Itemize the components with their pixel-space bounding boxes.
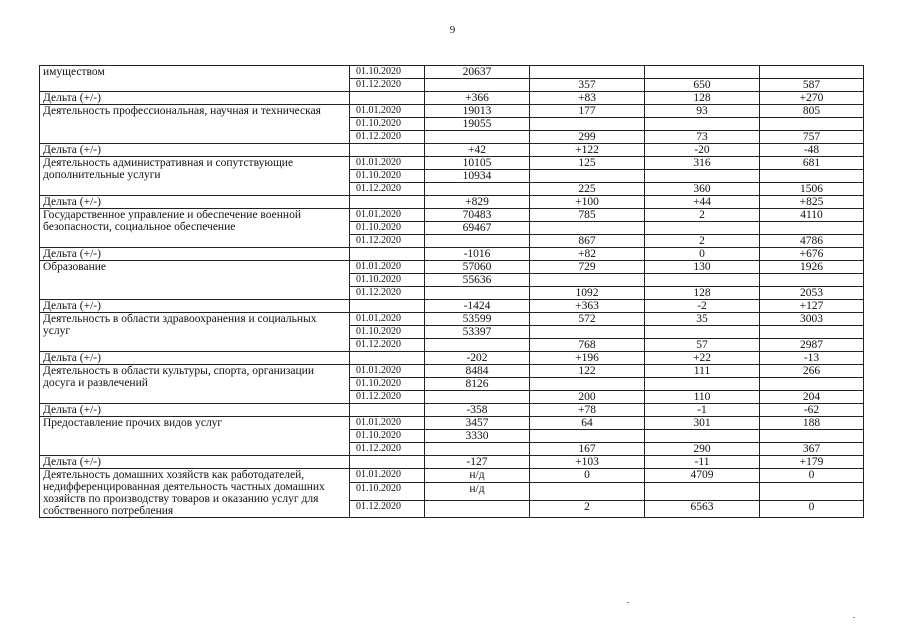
value-cell: 4709 — [645, 469, 760, 483]
delta-value: +825 — [760, 196, 864, 209]
value-cell: 53599 — [425, 313, 530, 326]
value-cell — [760, 378, 864, 391]
value-cell: 128 — [645, 287, 760, 300]
statistics-table — [39, 65, 864, 518]
value-cell: 64 — [530, 417, 645, 430]
value-cell — [645, 222, 760, 235]
table-row — [40, 209, 864, 222]
table-row — [40, 417, 864, 430]
delta-label: Дельта (+/-) — [40, 196, 350, 209]
value-cell — [530, 274, 645, 287]
value-cell: 130 — [645, 261, 760, 274]
value-cell: 73 — [645, 131, 760, 144]
delta-value: -13 — [760, 352, 864, 365]
value-cell: н/д — [425, 483, 530, 500]
table-row — [40, 313, 864, 326]
value-cell — [530, 378, 645, 391]
value-cell: 867 — [530, 235, 645, 248]
value-cell: 69467 — [425, 222, 530, 235]
value-cell — [645, 66, 760, 79]
delta-value: +44 — [645, 196, 760, 209]
table-row — [40, 469, 864, 483]
value-cell: 4786 — [760, 235, 864, 248]
delta-value: -358 — [425, 404, 530, 417]
date-cell: 01.10.2020 — [350, 118, 425, 131]
value-cell — [760, 274, 864, 287]
value-cell: 125 — [530, 157, 645, 170]
value-cell — [645, 274, 760, 287]
value-cell: н/д — [425, 469, 530, 483]
value-cell — [760, 326, 864, 339]
value-cell — [425, 79, 530, 92]
value-cell: 2 — [645, 209, 760, 222]
delta-row — [40, 352, 864, 365]
delta-value: +100 — [530, 196, 645, 209]
value-cell — [645, 118, 760, 131]
value-cell: 8484 — [425, 365, 530, 378]
value-cell: 10105 — [425, 157, 530, 170]
value-cell: 266 — [760, 365, 864, 378]
delta-label: Дельта (+/-) — [40, 404, 350, 417]
row-label: Деятельность профессиональная, научная и техническая — [40, 105, 350, 144]
value-cell — [530, 430, 645, 443]
date-cell — [350, 196, 425, 209]
date-cell — [350, 248, 425, 261]
scan-mark — [627, 602, 629, 603]
delta-value: -1 — [645, 404, 760, 417]
value-cell — [530, 66, 645, 79]
row-label: Деятельность в области здравоохранения и социальных услуг — [40, 313, 350, 352]
value-cell: 650 — [645, 79, 760, 92]
date-cell: 01.01.2020 — [350, 105, 425, 118]
value-cell — [425, 287, 530, 300]
delta-value: -2 — [645, 300, 760, 313]
value-cell: 188 — [760, 417, 864, 430]
delta-row — [40, 92, 864, 105]
value-cell — [425, 391, 530, 404]
value-cell: 200 — [530, 391, 645, 404]
value-cell: 93 — [645, 105, 760, 118]
date-cell: 01.12.2020 — [350, 443, 425, 456]
value-cell: 4110 — [760, 209, 864, 222]
table-row — [40, 261, 864, 274]
value-cell: 0 — [760, 500, 864, 517]
delta-value: +78 — [530, 404, 645, 417]
date-cell: 01.12.2020 — [350, 235, 425, 248]
date-cell — [350, 300, 425, 313]
page-number: 9 — [449, 24, 456, 36]
delta-value: 0 — [645, 248, 760, 261]
delta-label: Дельта (+/-) — [40, 352, 350, 365]
value-cell: 20637 — [425, 66, 530, 79]
value-cell: 768 — [530, 339, 645, 352]
date-cell: 01.10.2020 — [350, 326, 425, 339]
value-cell: 757 — [760, 131, 864, 144]
value-cell: 0 — [530, 469, 645, 483]
date-cell — [350, 144, 425, 157]
value-cell — [645, 170, 760, 183]
date-cell — [350, 456, 425, 469]
row-label: Деятельность в области культуры, спорта, организации досуга и развлечений — [40, 365, 350, 404]
date-cell: 01.10.2020 — [350, 66, 425, 79]
delta-value: -20 — [645, 144, 760, 157]
delta-value: -48 — [760, 144, 864, 157]
date-cell: 01.01.2020 — [350, 417, 425, 430]
delta-value: +363 — [530, 300, 645, 313]
table-row — [40, 66, 864, 79]
value-cell — [425, 500, 530, 517]
value-cell — [760, 222, 864, 235]
value-cell: 2 — [530, 500, 645, 517]
value-cell: 290 — [645, 443, 760, 456]
delta-value: +676 — [760, 248, 864, 261]
delta-value: +179 — [760, 456, 864, 469]
date-cell: 01.10.2020 — [350, 170, 425, 183]
value-cell: 299 — [530, 131, 645, 144]
date-cell: 01.10.2020 — [350, 274, 425, 287]
value-cell: 19055 — [425, 118, 530, 131]
date-cell: 01.12.2020 — [350, 500, 425, 517]
row-label: Государственное управление и обеспечение военной безопасности, социальное обеспечение — [40, 209, 350, 248]
date-cell — [350, 404, 425, 417]
value-cell: 1926 — [760, 261, 864, 274]
value-cell — [760, 66, 864, 79]
scan-mark — [853, 617, 855, 618]
row-label: Образование — [40, 261, 350, 300]
value-cell: 1092 — [530, 287, 645, 300]
value-cell: 2987 — [760, 339, 864, 352]
delta-value: +366 — [425, 92, 530, 105]
value-cell: 225 — [530, 183, 645, 196]
date-cell: 01.12.2020 — [350, 339, 425, 352]
date-cell: 01.10.2020 — [350, 222, 425, 235]
value-cell — [530, 222, 645, 235]
delta-row — [40, 300, 864, 313]
date-cell — [350, 92, 425, 105]
value-cell: 805 — [760, 105, 864, 118]
value-cell — [425, 443, 530, 456]
delta-label: Дельта (+/-) — [40, 300, 350, 313]
value-cell: 53397 — [425, 326, 530, 339]
row-label: имуществом — [40, 66, 350, 92]
date-cell: 01.12.2020 — [350, 131, 425, 144]
delta-value: -1016 — [425, 248, 530, 261]
delta-value: -1424 — [425, 300, 530, 313]
value-cell: 681 — [760, 157, 864, 170]
table-row — [40, 365, 864, 378]
value-cell: 2 — [645, 235, 760, 248]
value-cell: 316 — [645, 157, 760, 170]
delta-row — [40, 248, 864, 261]
value-cell: 6563 — [645, 500, 760, 517]
value-cell: 360 — [645, 183, 760, 196]
value-cell — [425, 131, 530, 144]
value-cell — [425, 339, 530, 352]
date-cell: 01.01.2020 — [350, 157, 425, 170]
value-cell: 367 — [760, 443, 864, 456]
value-cell: 3330 — [425, 430, 530, 443]
date-cell: 01.01.2020 — [350, 469, 425, 483]
value-cell: 122 — [530, 365, 645, 378]
date-cell: 01.01.2020 — [350, 365, 425, 378]
delta-label: Дельта (+/-) — [40, 248, 350, 261]
value-cell — [645, 378, 760, 391]
value-cell: 572 — [530, 313, 645, 326]
value-cell: 301 — [645, 417, 760, 430]
value-cell: 3457 — [425, 417, 530, 430]
delta-row — [40, 456, 864, 469]
delta-value: +83 — [530, 92, 645, 105]
value-cell — [760, 118, 864, 131]
delta-value: +829 — [425, 196, 530, 209]
date-cell: 01.10.2020 — [350, 430, 425, 443]
date-cell: 01.01.2020 — [350, 313, 425, 326]
value-cell: 55636 — [425, 274, 530, 287]
delta-value: +122 — [530, 144, 645, 157]
value-cell: 204 — [760, 391, 864, 404]
value-cell: 10934 — [425, 170, 530, 183]
value-cell — [760, 483, 864, 500]
delta-value: -62 — [760, 404, 864, 417]
value-cell: 2053 — [760, 287, 864, 300]
delta-value: +82 — [530, 248, 645, 261]
value-cell: 19013 — [425, 105, 530, 118]
value-cell — [645, 483, 760, 500]
delta-label: Дельта (+/-) — [40, 456, 350, 469]
value-cell: 1506 — [760, 183, 864, 196]
date-cell: 01.12.2020 — [350, 79, 425, 92]
date-cell — [350, 352, 425, 365]
delta-value: +270 — [760, 92, 864, 105]
value-cell: 0 — [760, 469, 864, 483]
value-cell: 111 — [645, 365, 760, 378]
value-cell — [425, 183, 530, 196]
table-row — [40, 157, 864, 170]
row-label: Деятельность административная и сопутствующие дополнительные услуги — [40, 157, 350, 196]
delta-row — [40, 144, 864, 157]
value-cell — [530, 118, 645, 131]
value-cell — [645, 326, 760, 339]
delta-label: Дельта (+/-) — [40, 144, 350, 157]
value-cell — [530, 170, 645, 183]
value-cell: 357 — [530, 79, 645, 92]
delta-value: -11 — [645, 456, 760, 469]
delta-value: -127 — [425, 456, 530, 469]
date-cell: 01.12.2020 — [350, 391, 425, 404]
value-cell — [760, 430, 864, 443]
value-cell — [530, 483, 645, 500]
date-cell: 01.10.2020 — [350, 378, 425, 391]
delta-value: +22 — [645, 352, 760, 365]
delta-row — [40, 196, 864, 209]
delta-row — [40, 404, 864, 417]
delta-value: 128 — [645, 92, 760, 105]
value-cell: 8126 — [425, 378, 530, 391]
date-cell: 01.12.2020 — [350, 287, 425, 300]
delta-value: -202 — [425, 352, 530, 365]
value-cell: 729 — [530, 261, 645, 274]
delta-value: +103 — [530, 456, 645, 469]
value-cell: 587 — [760, 79, 864, 92]
date-cell: 01.01.2020 — [350, 261, 425, 274]
value-cell: 35 — [645, 313, 760, 326]
delta-value: +196 — [530, 352, 645, 365]
row-label: Предоставление прочих видов услуг — [40, 417, 350, 456]
value-cell: 57 — [645, 339, 760, 352]
date-cell: 01.12.2020 — [350, 183, 425, 196]
value-cell — [760, 170, 864, 183]
value-cell — [645, 430, 760, 443]
value-cell — [530, 326, 645, 339]
date-cell: 01.01.2020 — [350, 209, 425, 222]
table-row — [40, 105, 864, 118]
delta-label: Дельта (+/-) — [40, 92, 350, 105]
value-cell: 177 — [530, 105, 645, 118]
value-cell: 785 — [530, 209, 645, 222]
value-cell: 167 — [530, 443, 645, 456]
value-cell: 3003 — [760, 313, 864, 326]
row-label: Деятельность домашних хозяйств как работодателей, недифференцированная деятельность частных домашних хозяйств по производству товаров и оказанию услуг для собственного потребления — [40, 469, 350, 518]
date-cell: 01.10.2020 — [350, 483, 425, 500]
delta-value: +42 — [425, 144, 530, 157]
value-cell: 110 — [645, 391, 760, 404]
value-cell: 70483 — [425, 209, 530, 222]
delta-value: +127 — [760, 300, 864, 313]
value-cell — [425, 235, 530, 248]
value-cell: 57060 — [425, 261, 530, 274]
